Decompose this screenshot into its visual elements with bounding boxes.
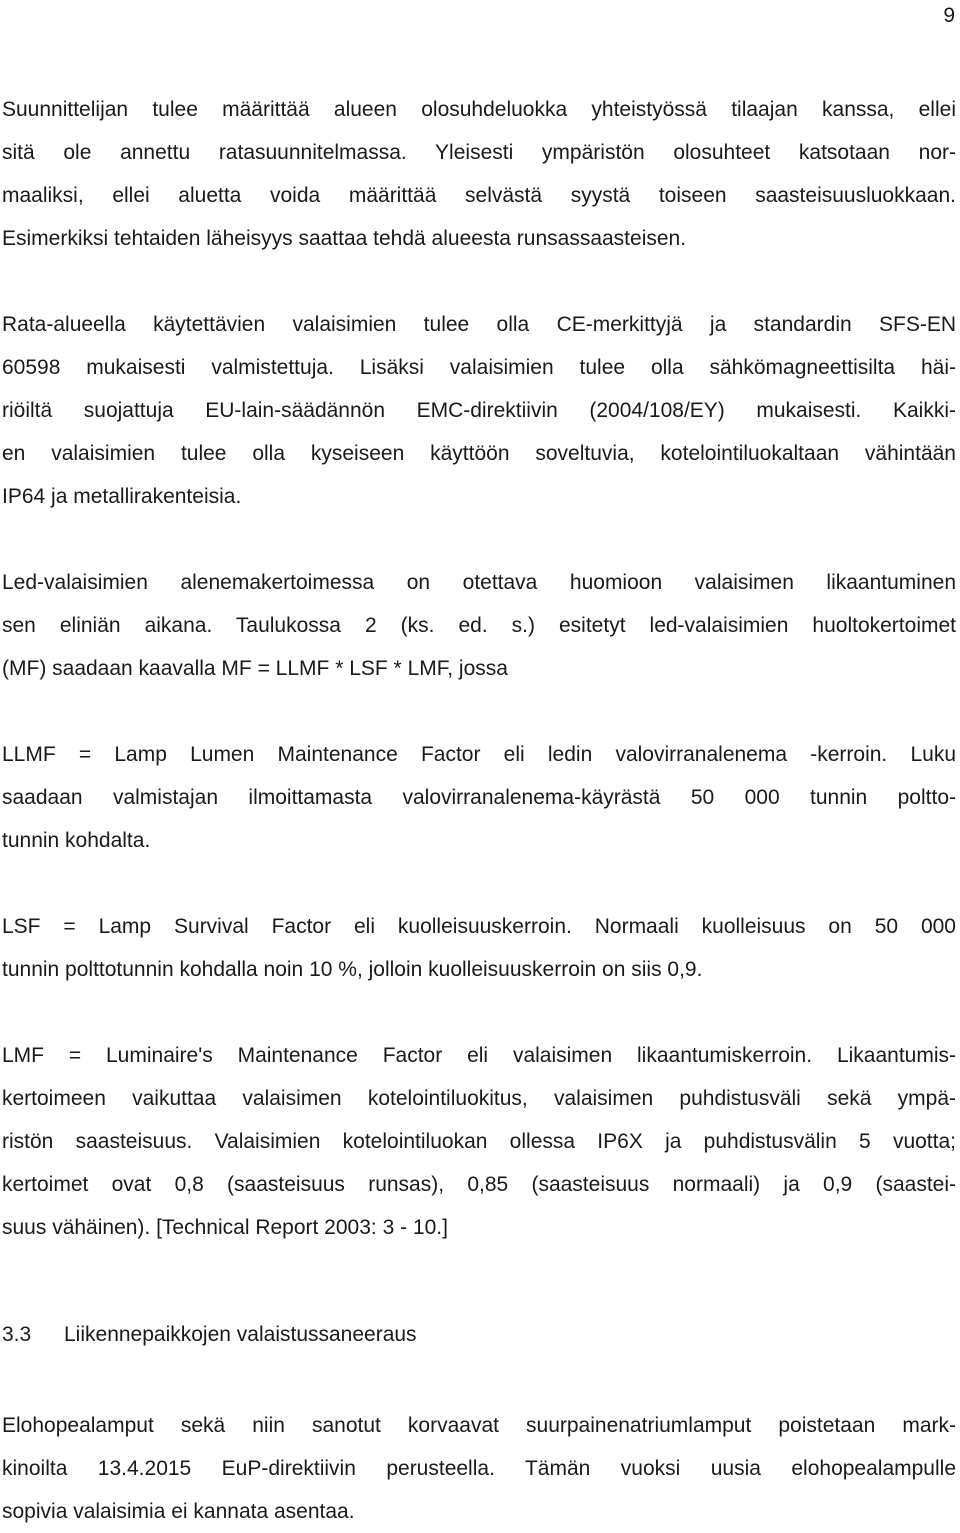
paragraph-2-line-1: Rata-alueella käytettävien valaisimien tulee olla CE-merkittyjä ja standardin SFS-EN [2,313,956,336]
paragraph-3-line-3: (MF) saadaan kaavalla MF = LLMF * LSF * LMF, jossa [2,657,508,680]
paragraph-5-line-1: LSF = Lamp Survival Factor eli kuolleisuuskerroin. Normaali kuolleisuus on 50 000 [2,915,956,938]
paragraph-1-line-2: sitä ole annettu ratasuunnitelmassa. Yleisesti ympäristön olosuhteet katsotaan nor- [2,141,956,164]
paragraph-2-line-2: 60598 mukaisesti valmistettuja. Lisäksi valaisimien tulee olla sähkömagneettisilta häi- [2,356,956,379]
section-heading-title: Liikennepaikkojen valaistussaneeraus [64,1323,417,1346]
paragraph-3-line-2: sen eliniän aikana. Taulukossa 2 (ks. ed. s.) esitetyt led-valaisimien huoltokertoimet [2,614,956,637]
final-paragraph-line-3: sopivia valaisimia ei kannata asentaa. [2,1500,355,1523]
paragraph-6-line-2: kertoimeen vaikuttaa valaisimen kotelointiluokitus, valaisimen puhdistusväli sekä ympä- [2,1087,956,1110]
paragraph-6-line-5: suus vähäinen). [Technical Report 2003: 3 - 10.] [2,1216,448,1239]
paragraph-4-line-1: LLMF = Lamp Lumen Maintenance Factor eli ledin valovirranalenema -kerroin. Luku [2,743,956,766]
paragraph-4-line-3: tunnin kohdalta. [2,829,151,852]
paragraph-1-line-3: maaliksi, ellei aluetta voida määrittää selvästä syystä toiseen saasteisuusluokkaan. [2,184,956,207]
paragraph-6-line-4: kertoimet ovat 0,8 (saasteisuus runsas), 0,85 (saasteisuus normaali) ja 0,9 (saastei- [2,1173,956,1196]
page-number: 9 [943,4,955,27]
section-heading [2,1313,956,1356]
final-paragraph-line-2: kinoilta 13.4.2015 EuP-direktiivin perusteella. Tämän vuoksi uusia elohopealampulle [2,1457,956,1480]
paragraph-1-line-1: Suunnittelijan tulee määrittää alueen olosuhdeluokka yhteistyössä tilaajan kanssa, ellei [2,98,956,121]
paragraph-1-line-4: Esimerkiksi tehtaiden läheisyys saattaa tehdä alueesta runsassaasteisen. [2,227,687,250]
paragraph-5-line-2: tunnin polttotunnin kohdalla noin 10 %, jolloin kuolleisuuskerroin on siis 0,9. [2,958,703,981]
paragraph-2-line-5: IP64 ja metallirakenteisia. [2,485,242,508]
paragraph-4-line-2: saadaan valmistajan ilmoittamasta valovirranalenema-käyrästä 50 000 tunnin poltto- [2,786,956,809]
paragraph-6-line-3: ristön saasteisuus. Valaisimien kotelointiluokan ollessa IP6X ja puhdistusvälin 5 vuotta; [2,1130,956,1153]
paragraph-6-line-1: LMF = Luminaire's Maintenance Factor eli valaisimen likaantumiskerroin. Likaantumis- [2,1044,956,1067]
final-paragraph-line-1: Elohopealamput sekä niin sanotut korvaavat suurpainenatriumlamput poistetaan mark- [2,1414,956,1437]
paragraph-2-line-4: en valaisimien tulee olla kyseiseen käyttöön soveltuvia, kotelointiluokaltaan vähintään [2,442,956,465]
paragraph-3-line-1: Led-valaisimien alenemakertoimessa on otettava huomioon valaisimen likaantuminen [2,571,956,594]
section-heading-number: 3.3 [2,1323,32,1346]
paragraph-2-line-3: riöiltä suojattuja EU-lain-säädännön EMC-direktiivin (2004/108/EY) mukaisesti. Kaikki- [2,399,956,422]
